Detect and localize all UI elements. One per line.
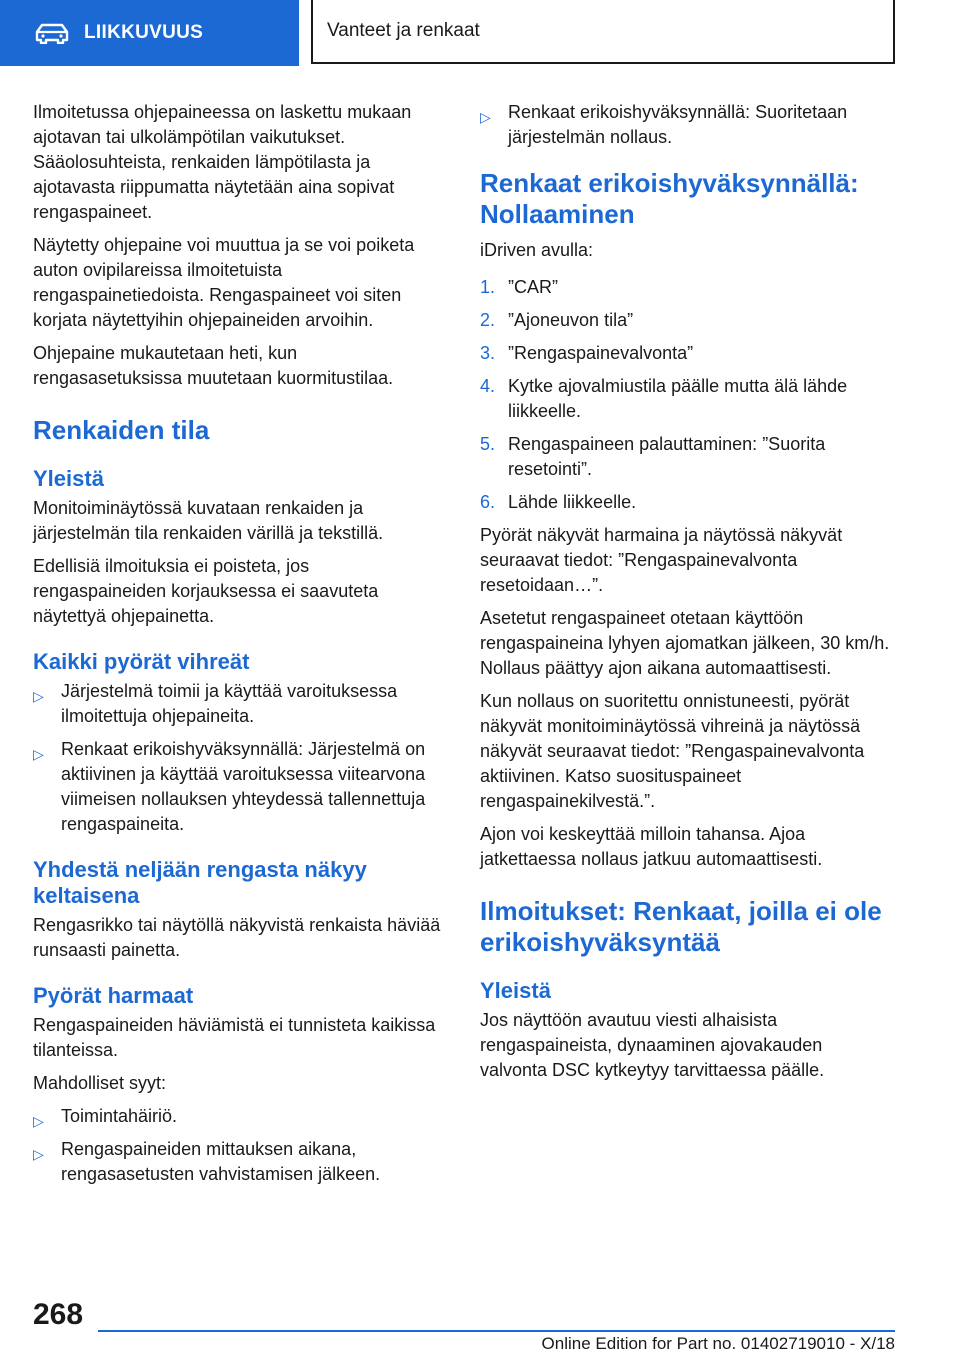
chapter-header [311,0,895,64]
list-item [33,679,443,729]
paragraph: Ajon voi keskeyttää milloin tahansa. Ajoa jatkettaessa nollaus jatkuu automaattisesti. [480,824,823,869]
chapter-title: Vanteet ja renkaat [327,20,480,41]
triangle-bullet-icon: ▷ [33,688,44,704]
paragraph: Rengaspaineiden häviämistä ei tunnisteta kaikissa tilanteissa. [33,1015,436,1060]
step-number: 1. [480,277,496,297]
bullet-list [33,1104,443,1187]
left-column [33,100,443,1195]
triangle-bullet-icon: ▷ [33,1113,44,1129]
step-text: Rengaspaineen palauttaminen: ”Suorita resetointi”. [508,434,826,479]
list-item-text: Renkaat erikoishyväksynnällä: Järjestelmä on aktiivinen ja käyttää varoituksessa viitearvona viimeisen nollauksen yhteydessä tallennettuja rengaspaineita. [61,739,426,834]
step-text: ”CAR” [508,277,558,297]
subheading-yleista: Yleistä [33,466,104,491]
paragraph: Edellisiä ilmoituksia ei poisteta, jos rengaspaineiden korjauksessa ei saavuteta näytettyä ohjepainetta. [33,556,379,626]
list-item-text: Järjestelmä toimii ja käyttää varoituksessa ilmoitettuja ohjepaineita. [61,681,398,726]
paragraph: Näytetty ohjepaine voi muuttua ja se voi poiketa auton ovipilareissa ilmoitetuista rengaspainetiedoista. Rengaspaineet voi siten korjata näytettyihin ohjepaineiden arvoihin. [33,235,415,330]
bullet-list [480,100,890,150]
list-item [33,1137,443,1187]
car-icon [34,22,70,44]
list-item-text: Renkaat erikoishyväksynnällä: Suoritetaan järjestelmän nollaus. [508,102,848,147]
step-number: 3. [480,343,496,363]
paragraph: Jos näyttöön avautuu viesti alhaisista rengaspaineista, dynaaminen ajovakauden valvonta DSC kytkeytyy tarvittaessa päälle. [480,1010,825,1080]
step-item [480,308,890,333]
step-number: 4. [480,376,496,396]
step-number: 5. [480,434,496,454]
paragraph: Kun nollaus on suoritettu onnistuneesti, pyörät näkyvät monitoiminäytössä vihreinä ja näytössä näkyvät seuraavat tiedot: ”Rengaspainevalvonta aktiivinen. Katso suosituspaineet rengaspainekilvestä.”. [480,691,865,811]
triangle-bullet-icon: ▷ [480,109,491,125]
section-tab [0,0,299,66]
list-item [480,100,890,150]
list-item [33,1104,443,1129]
step-number: 6. [480,492,496,512]
bullet-list [33,679,443,837]
paragraph: Rengasrikko tai näytöllä näkyvistä renkaista häviää runsaasti painetta. [33,915,441,960]
step-item [480,374,890,424]
heading-ilmoitukset: Ilmoitukset: Renkaat, joilla ei ole erikoishyväksyntää [480,896,882,957]
paragraph: Asetetut rengaspaineet otetaan käyttöön rengaspaineina lyhyen ajomatkan jälkeen, 30 km/h. Nollaus päättyy ajon aikana automaattisesti. [480,608,890,678]
paragraph: Pyörät näkyvät harmaina ja näytössä näkyvät seuraavat tiedot: ”Rengaspainevalvonta resetoidaan…”. [480,525,843,595]
paragraph: Ilmoitetussa ohjepaineessa on laskettu mukaan ajotavan tai ulkolämpötilan vaikutukset. Sääolosuhteista, renkaiden lämpötilasta ja ajotavasta riippumatta näytetään aina sopivat rengaspaineet. [33,102,412,222]
list-item [33,737,443,837]
subheading-harmaat: Pyörät harmaat [33,983,194,1008]
step-list [480,275,890,515]
triangle-bullet-icon: ▷ [33,746,44,762]
right-column [480,100,890,1091]
step-text: Kytke ajovalmiustila päälle mutta älä lähde liikkeelle. [508,376,848,421]
step-item [480,341,890,366]
step-text: ”Rengaspainevalvonta” [508,343,694,363]
paragraph: Monitoiminäytössä kuvataan renkaiden ja järjestelmän tila renkaiden värillä ja tekstillä. [33,498,384,543]
subheading-yleista: Yleistä [480,978,551,1003]
heading-nollaaminen: Renkaat erikoishyväksynnällä: Nollaaminen [480,168,859,229]
list-item-text: Rengaspaineiden mittauksen aikana, rengasasetusten vahvistamisen jälkeen. [61,1139,381,1184]
step-text: ”Ajoneuvon tila” [508,310,634,330]
triangle-bullet-icon: ▷ [33,1146,44,1162]
paragraph: iDriven avulla: [480,240,594,260]
step-item [480,432,890,482]
step-item [480,275,890,300]
section-label: LIIKKUVUUS [84,22,204,43]
page-number: 268 [33,1298,84,1331]
subheading-kaikki-vihreat: Kaikki pyörät vihreät [33,649,250,674]
subheading-keltainen: Yhdestä neljään rengasta näkyy keltaisena [33,857,367,908]
step-item [480,490,890,515]
paragraph: Ohjepaine mukautetaan heti, kun rengasasetuksissa muutetaan kuormitustilaa. [33,343,394,388]
step-text: Lähde liikkeelle. [508,492,637,512]
heading-renkaiden-tila: Renkaiden tila [33,415,210,445]
list-item-text: Toimintahäiriö. [61,1106,178,1126]
paragraph: Mahdolliset syyt: [33,1073,167,1093]
footer-divider [98,1330,895,1332]
step-number: 2. [480,310,496,330]
edition-note: Online Edition for Part no. 01402719010 - X/18 [541,1334,895,1353]
